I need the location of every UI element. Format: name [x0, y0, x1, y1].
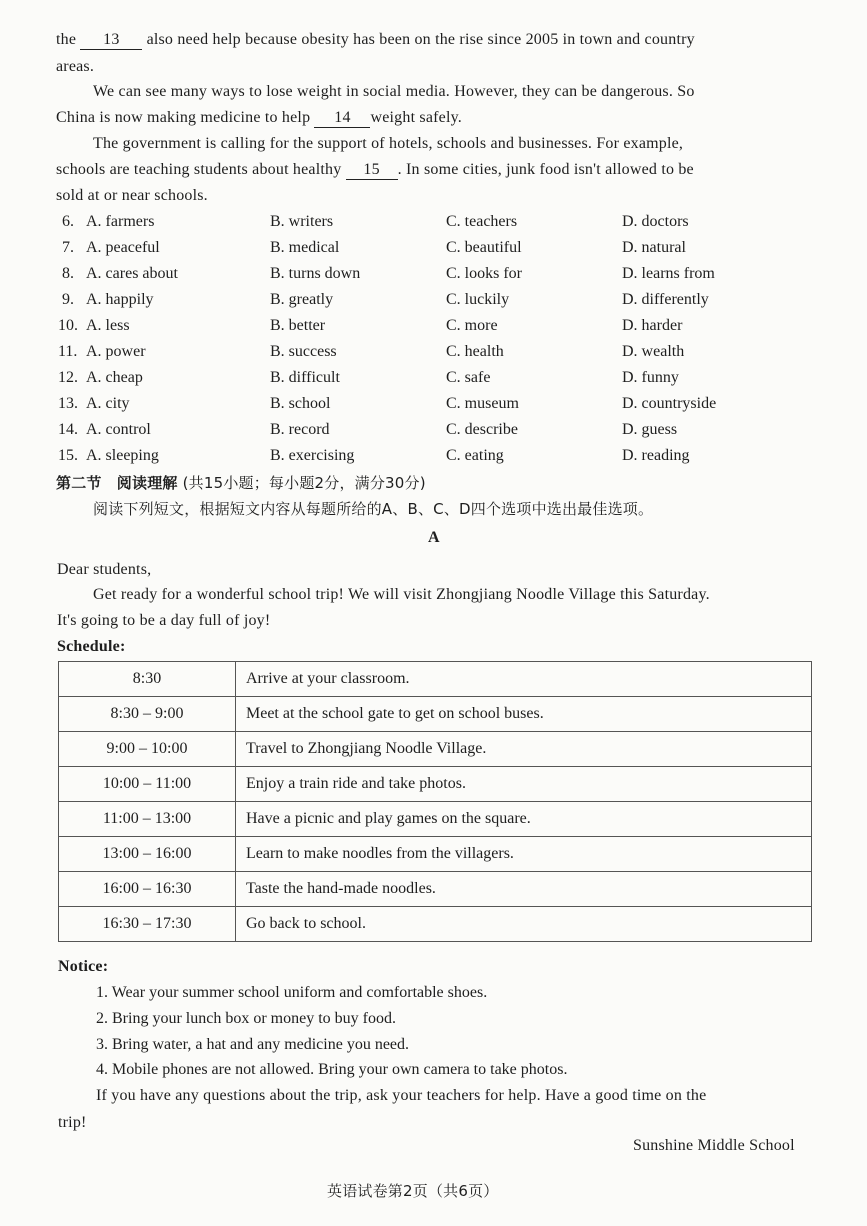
question-number: 12. — [58, 369, 78, 386]
schedule-activity: Travel to Zhongjiang Noodle Village. — [236, 732, 812, 767]
table-row — [59, 907, 812, 942]
schedule-time: 8:30 — [59, 662, 236, 697]
schedule-activity: Enjoy a train ride and take photos. — [236, 767, 812, 802]
option-a: A. happily — [86, 291, 154, 308]
option-b: B. turns down — [270, 265, 361, 282]
blank-14: 14 — [314, 109, 370, 128]
option-row — [58, 447, 822, 471]
option-b: B. medical — [270, 239, 340, 256]
option-a: A. cares about — [86, 265, 178, 282]
option-row — [58, 369, 822, 393]
schedule-activity: Meet at the school gate to get on school buses. — [236, 697, 812, 732]
option-b: B. greatly — [270, 291, 334, 308]
section-title: 第二节 阅读理解 — [56, 474, 178, 492]
option-d: D. doctors — [622, 213, 689, 230]
table-row — [59, 872, 812, 907]
schedule-title: Schedule: — [57, 638, 126, 655]
question-number: 8. — [62, 265, 74, 282]
text: the — [56, 31, 77, 48]
text: . In some cities, junk food isn't allowed to be — [397, 161, 694, 178]
option-b: B. success — [270, 343, 337, 360]
option-c: C. eating — [446, 447, 504, 464]
option-a: A. less — [86, 317, 130, 334]
notice-item: 3. Bring water, a hat and any medicine you need. — [96, 1036, 410, 1053]
option-a: A. power — [86, 343, 146, 360]
option-b: B. writers — [270, 213, 334, 230]
option-a: A. control — [86, 421, 151, 438]
option-c: C. health — [446, 343, 504, 360]
option-d: D. countryside — [622, 395, 717, 412]
schedule-time: 13:00 – 16:00 — [59, 837, 236, 872]
intro-text: It's going to be a day full of joy! — [57, 612, 271, 629]
question-number: 7. — [62, 239, 74, 256]
table-row — [59, 662, 812, 697]
closing-text: If you have any questions about the trip, ask your teachers for help. Have a good time on the — [96, 1087, 707, 1104]
option-d: D. natural — [622, 239, 686, 256]
table-row — [59, 837, 812, 872]
text: China is now making medicine to help — [56, 109, 311, 126]
cloze-line — [56, 161, 694, 180]
option-c: C. safe — [446, 369, 491, 386]
signature: Sunshine Middle School — [633, 1137, 795, 1154]
option-d: D. harder — [622, 317, 683, 334]
option-b: B. school — [270, 395, 331, 412]
schedule-activity: Have a picnic and play games on the square. — [236, 802, 812, 837]
option-a: A. peaceful — [86, 239, 160, 256]
option-d: D. wealth — [622, 343, 685, 360]
text: schools are teaching students about healthy — [56, 161, 342, 178]
table-row — [59, 697, 812, 732]
option-row — [62, 239, 822, 263]
option-d: D. reading — [622, 447, 690, 464]
notice-title: Notice: — [58, 958, 109, 975]
option-d: D. differently — [622, 291, 709, 308]
closing-text: trip! — [58, 1114, 87, 1131]
section-heading — [56, 472, 426, 493]
option-a: A. cheap — [86, 369, 143, 386]
greeting: Dear students, — [57, 561, 152, 578]
option-row — [58, 317, 822, 341]
question-number: 9. — [62, 291, 74, 308]
option-c: C. beautiful — [446, 239, 522, 256]
section-instruction: 阅读下列短文，根据短文内容从每题所给的A、B、C、D四个选项中选出最佳选项。 — [93, 500, 654, 518]
text: also need help because obesity has been on the rise since 2005 in town and country — [146, 31, 695, 48]
page-footer: 英语试卷第2页（共6页） — [327, 1182, 499, 1200]
option-c: C. teachers — [446, 213, 518, 230]
table-row — [59, 802, 812, 837]
schedule-time: 16:30 – 17:30 — [59, 907, 236, 942]
option-row — [62, 291, 822, 315]
table-row — [59, 767, 812, 802]
blank-13: 13 — [80, 31, 142, 50]
schedule-activity: Taste the hand-made noodles. — [236, 872, 812, 907]
cloze-line — [56, 109, 462, 128]
text: weight safely. — [370, 109, 462, 126]
option-c: C. describe — [446, 421, 518, 438]
question-number: 10. — [58, 317, 78, 334]
schedule-time: 9:00 – 10:00 — [59, 732, 236, 767]
schedule-table — [58, 661, 812, 942]
passage-label: A — [428, 529, 440, 546]
option-d: D. learns from — [622, 265, 715, 282]
schedule-time: 11:00 – 13:00 — [59, 802, 236, 837]
notice-item: 2. Bring your lunch box or money to buy food. — [96, 1010, 396, 1027]
intro-text: Get ready for a wonderful school trip! We will visit Zhongjiang Noodle Village this Saturday. — [93, 586, 710, 603]
option-c: C. looks for — [446, 265, 522, 282]
section-note: (共15小题；每小题2分，满分30分) — [182, 474, 426, 492]
option-row — [58, 421, 822, 445]
option-b: B. record — [270, 421, 330, 438]
option-b: B. better — [270, 317, 326, 334]
question-number: 6. — [62, 213, 74, 230]
option-b: B. difficult — [270, 369, 340, 386]
option-row — [58, 343, 822, 367]
schedule-activity: Go back to school. — [236, 907, 812, 942]
blank-15: 15 — [346, 161, 398, 180]
question-number: 11. — [58, 343, 78, 360]
option-c: C. museum — [446, 395, 519, 412]
schedule-time: 16:00 – 16:30 — [59, 872, 236, 907]
schedule-time: 8:30 – 9:00 — [59, 697, 236, 732]
cloze-line: The government is calling for the support of hotels, schools and businesses. For example, — [93, 135, 684, 152]
option-d: D. guess — [622, 421, 678, 438]
cloze-line: We can see many ways to lose weight in social media. However, they can be dangerous. So — [93, 83, 695, 100]
schedule-activity: Arrive at your classroom. — [236, 662, 812, 697]
question-number: 13. — [58, 395, 78, 412]
schedule-time: 10:00 – 11:00 — [59, 767, 236, 802]
option-b: B. exercising — [270, 447, 355, 464]
option-row — [58, 395, 822, 419]
option-a: A. city — [86, 395, 130, 412]
schedule-activity: Learn to make noodles from the villagers. — [236, 837, 812, 872]
option-d: D. funny — [622, 369, 679, 386]
question-number: 14. — [58, 421, 78, 438]
option-row — [62, 213, 822, 237]
question-number: 15. — [58, 447, 78, 464]
table-row — [59, 732, 812, 767]
option-row — [62, 265, 822, 289]
option-a: A. farmers — [86, 213, 155, 230]
option-c: C. more — [446, 317, 498, 334]
cloze-line — [56, 31, 695, 50]
option-a: A. sleeping — [86, 447, 159, 464]
cloze-line: areas. — [56, 58, 95, 75]
notice-item: 4. Mobile phones are not allowed. Bring your own camera to take photos. — [96, 1061, 568, 1078]
option-c: C. luckily — [446, 291, 510, 308]
cloze-line: sold at or near schools. — [56, 187, 208, 204]
notice-item: 1. Wear your summer school uniform and comfortable shoes. — [96, 984, 488, 1001]
